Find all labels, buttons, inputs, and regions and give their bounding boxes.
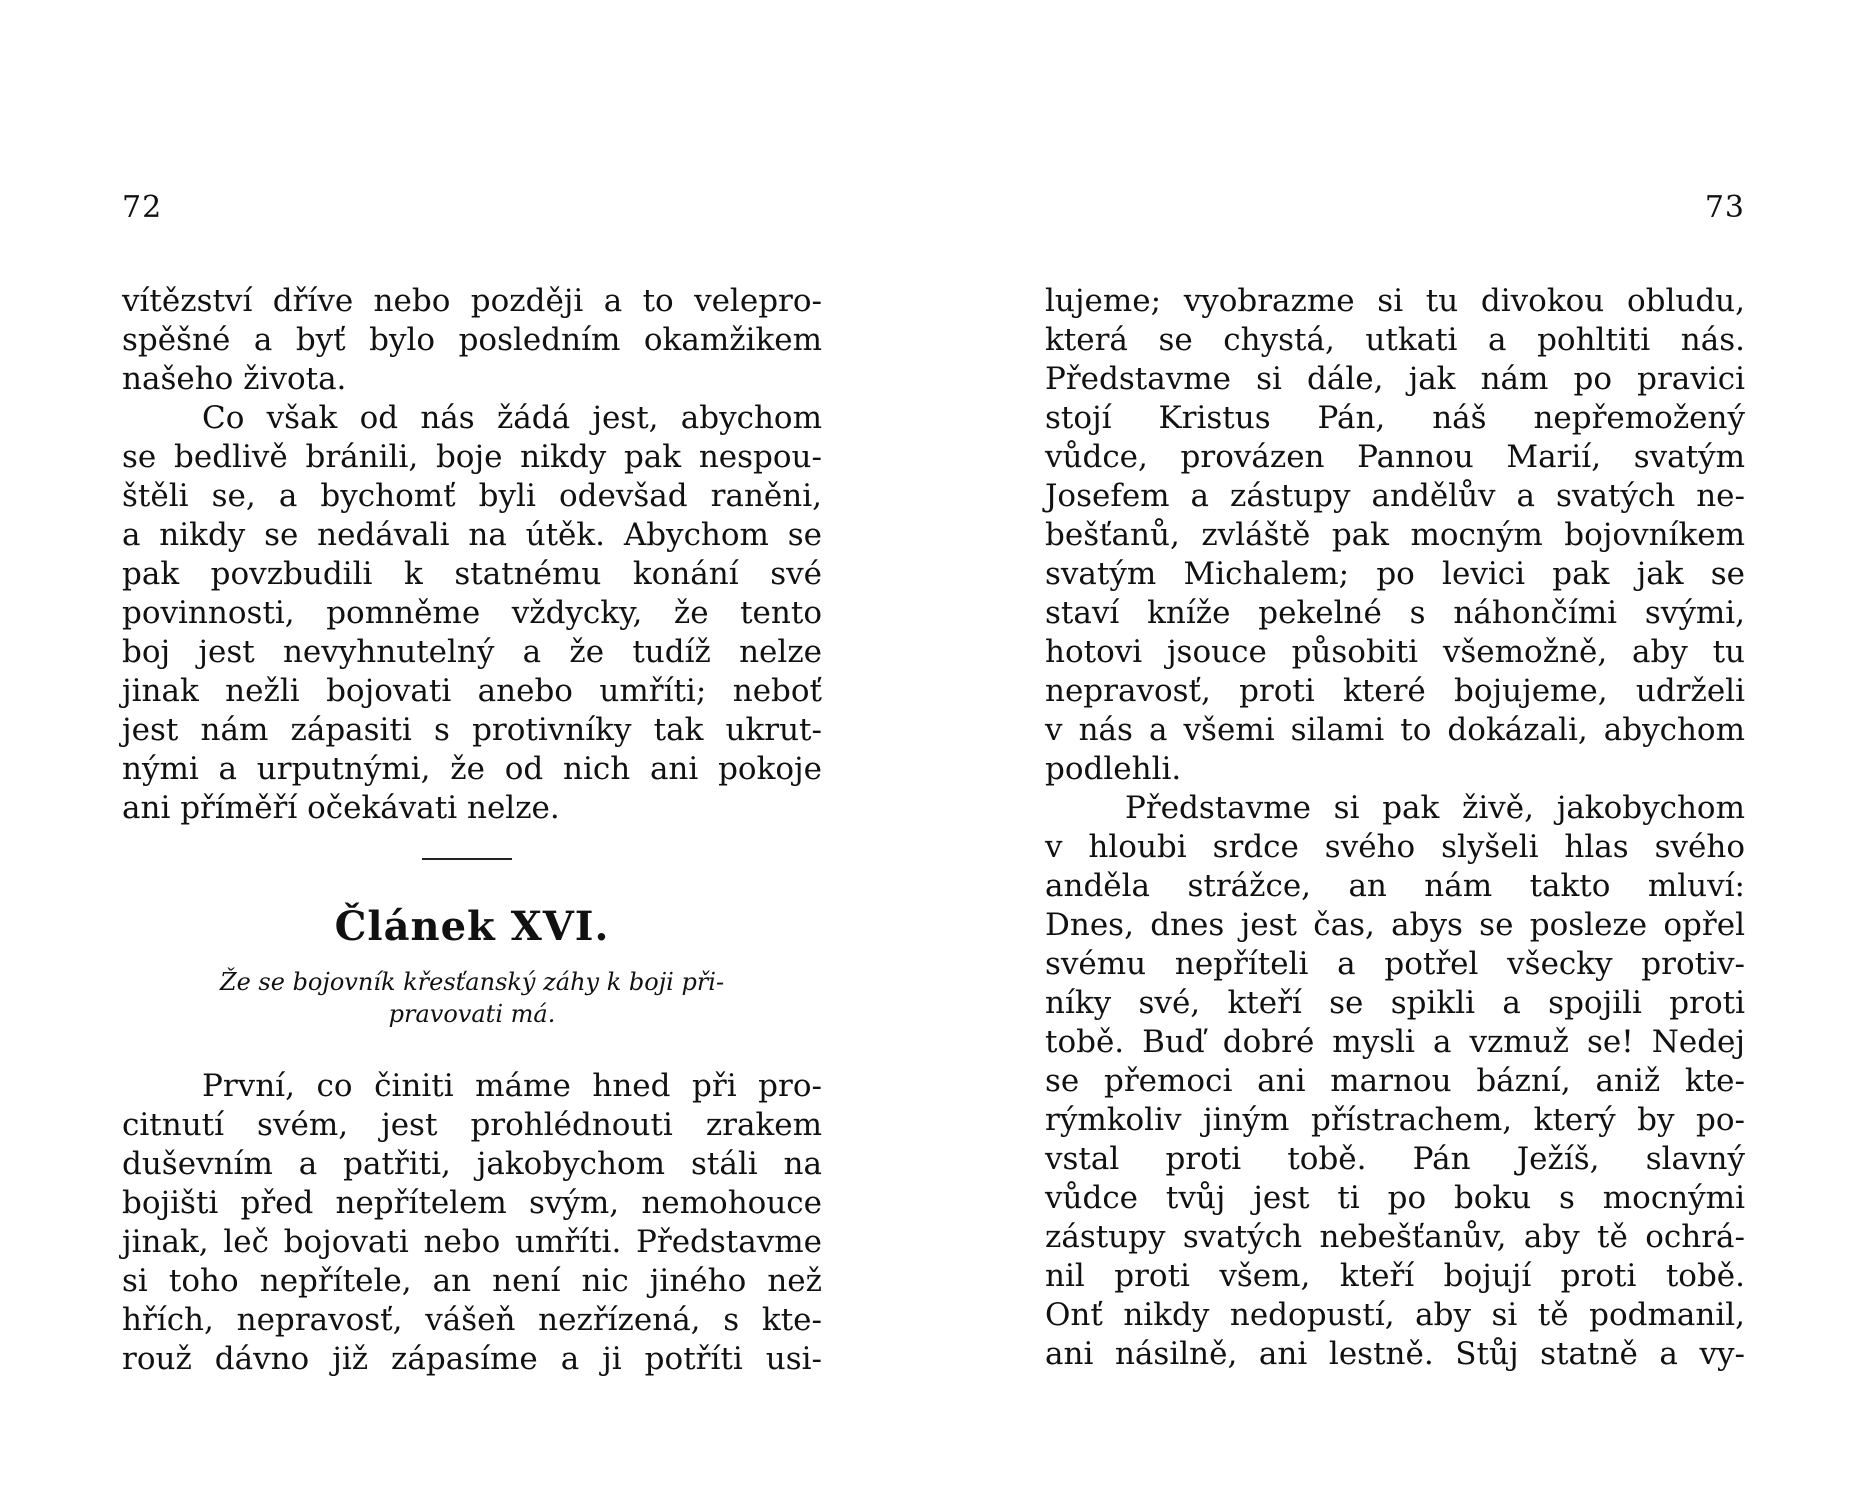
text-line: stojí Kristus Pán, náš nepřemožený <box>1045 400 1745 436</box>
text-line: a nikdy se nedávali na útěk. Abychom se <box>122 517 822 553</box>
text-line: v hloubi srdce svého slyšeli hlas svého <box>1045 829 1745 865</box>
text-line: bešťanů, zvláště pak mocným bojovníkem <box>1045 517 1745 553</box>
text-line: se přemoci ani marnou bázní, aniž kte- <box>1045 1063 1745 1099</box>
text-line: Představme si dále, jak nám po pravici <box>1045 361 1745 397</box>
text-line: staví kníže pekelné s náhončími svými, <box>1045 595 1745 631</box>
text-line: rýmkoliv jiným přístrachem, který by po- <box>1045 1102 1745 1138</box>
text-line: citnutí svém, jest prohlédnouti zrakem <box>122 1107 822 1143</box>
text-line: v nás a všemi silami to dokázali, abychom <box>1045 712 1745 748</box>
page-number-left: 72 <box>122 190 163 225</box>
subtitle-line: Že se bojovník křesťanský záhy k boji při- <box>219 968 725 996</box>
text-line: nými a urputnými, že od nich ani pokoje <box>122 751 822 787</box>
text-line: vůdce, provázen Pannou Marií, svatým <box>1045 439 1745 475</box>
text-line: pak povzbudili k statnému konání své <box>122 556 822 592</box>
text-line: zástupy svatých nebešťanův, aby tě ochrá- <box>1045 1219 1745 1255</box>
text-line: jest nám zápasiti s protivníky tak ukrut- <box>122 712 822 748</box>
text-line: jinak, leč bojovati nebo umříti. Představme <box>122 1224 822 1260</box>
text-line: hřích, nepravosť, vášeň nezřízená, s kte- <box>122 1302 822 1338</box>
text-line: duševním a patřiti, jakobychom stáli na <box>122 1146 822 1182</box>
text-line: si toho nepřítele, an není nic jiného než <box>122 1263 822 1299</box>
left-paragraph-2 <box>122 399 822 828</box>
text-line: vstal proti tobě. Pán Ježíš, slavný <box>1045 1141 1745 1177</box>
text-line: podlehli. <box>1045 751 1182 787</box>
section-heading: Článek XVI. <box>334 903 610 950</box>
section-subtitle <box>122 966 822 1030</box>
text-line: se bedlivě bránili, boje nikdy pak nespou- <box>122 439 822 475</box>
text-line: boj jest nevyhnutelný a že tudíž nelze <box>122 634 822 670</box>
text-line: jinak nežli bojovati anebo umříti; neboť <box>122 673 822 709</box>
text-line: která se chystá, utkati a pohltiti nás. <box>1045 322 1745 358</box>
text-line: anděla strážce, an nám takto mluví: <box>1045 868 1745 904</box>
left-paragraph-1 <box>122 282 822 399</box>
right-paragraph-1 <box>1045 282 1745 789</box>
right-page <box>1045 0 1745 1500</box>
text-line: hotovi jsouce působiti všemožně, aby tu <box>1045 634 1745 670</box>
text-line: vůdce tvůj jest ti po boku s mocnými <box>1045 1180 1745 1216</box>
text-line: svému nepříteli a potřel všecky protiv- <box>1045 946 1745 982</box>
text-line: níky své, kteří se spikli a spojili proti <box>1045 985 1745 1021</box>
text-line: nepravosť, proti které bojujeme, udrželi <box>1045 673 1745 709</box>
text-line: ani příměří očekávati nelze. <box>122 790 560 826</box>
text-line: štěli se, a bychomť byli odevšad raněni, <box>122 478 822 514</box>
section-divider <box>422 858 512 860</box>
text-line: vítězství dříve nebo později a to velepro- <box>122 283 822 319</box>
text-line: povinnosti, pomněme vždycky, že tento <box>122 595 822 631</box>
text-line: spěšné a byť bylo posledním okamžikem <box>122 322 822 358</box>
right-paragraph-2 <box>1045 789 1745 1374</box>
text-line: ani násilně, ani lestně. Stůj statně a vy- <box>1045 1336 1745 1372</box>
text-line: lujeme; vyobrazme si tu divokou obludu, <box>1045 283 1745 319</box>
text-line: Dnes, dnes jest čas, abys se posleze opřel <box>1045 907 1745 943</box>
subtitle-line: pravovati má. <box>388 1000 556 1028</box>
text-line: nil proti všem, kteří bojují proti tobě. <box>1045 1258 1745 1294</box>
left-paragraph-3 <box>122 1067 822 1379</box>
text-line: svatým Michalem; po levici pak jak se <box>1045 556 1745 592</box>
text-line: tobě. Buď dobré mysli a vzmuž se! Nedej <box>1045 1024 1745 1060</box>
text-line: Představme si pak živě, jakobychom <box>1125 790 1745 826</box>
text-line: Josefem a zástupy andělův a svatých ne- <box>1045 478 1745 514</box>
text-line: Onť nikdy nedopustí, aby si tě podmanil, <box>1045 1297 1745 1333</box>
text-line: rouž dávno již zápasíme a ji potříti usi- <box>122 1341 822 1377</box>
text-line: našeho života. <box>122 361 347 397</box>
text-line: Co však od nás žádá jest, abychom <box>202 400 822 436</box>
text-line: bojišti před nepřítelem svým, nemohouce <box>122 1185 822 1221</box>
text-line: První, co činiti máme hned při pro- <box>202 1068 822 1104</box>
left-page <box>122 0 822 1500</box>
page-number-right: 73 <box>1704 190 1745 225</box>
